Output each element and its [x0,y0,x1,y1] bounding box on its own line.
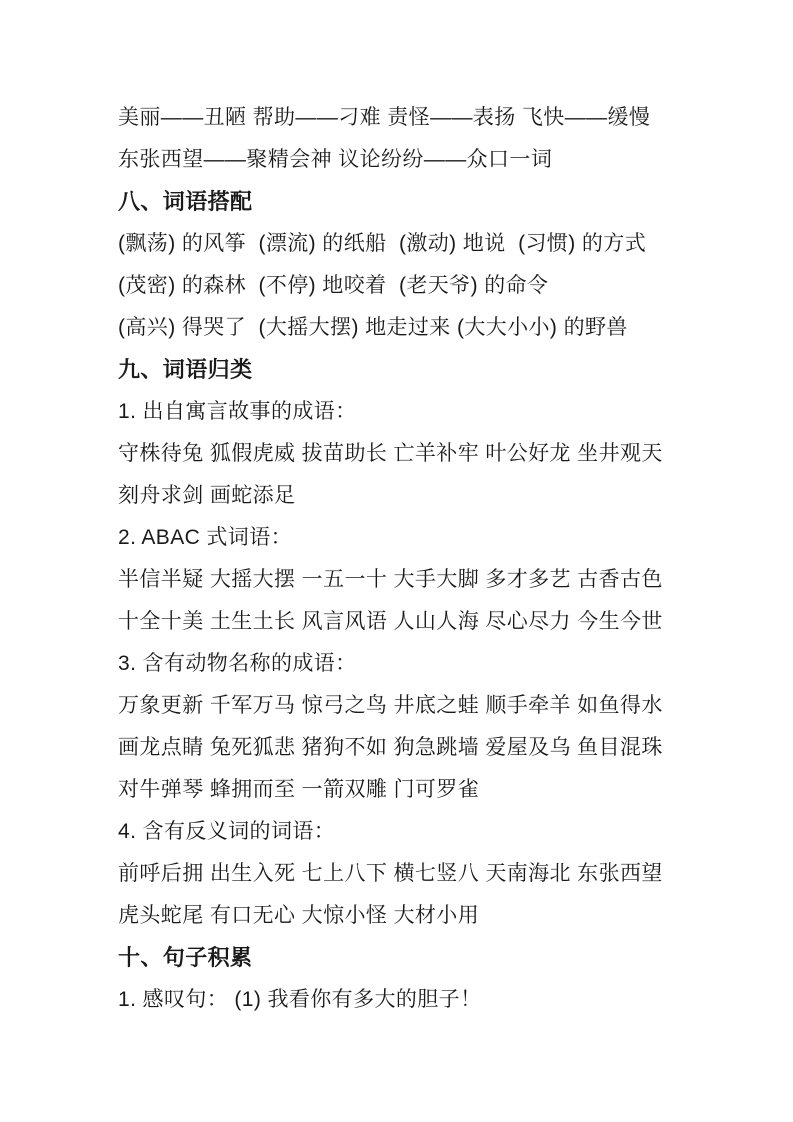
text-line: 对牛弹琴 蜂拥而至 一箭双雕 门可罗雀 [118,778,480,801]
document-page [118,97,718,1021]
text-line: 半信半疑 大摇大摆 一五一十 大手大脚 多才多艺 古香古色 [118,568,663,591]
text-line: 万象更新 千军万马 惊弓之鸟 井底之蛙 顺手牵羊 如鱼得水 [118,694,663,717]
section-heading: 九、词语归类 [118,357,253,382]
section-heading: 十、句子积累 [118,945,253,970]
text-line: 3. 含有动物名称的成语： [118,652,357,675]
text-line: 4. 含有反义词的词语： [118,820,336,843]
text-line: 守株待兔 狐假虎威 拔苗助长 亡羊补牢 叶公好龙 坐井观天 [118,442,663,465]
document-body [118,97,718,1021]
text-line: 十全十美 土生土长 风言风语 人山人海 尽心尽力 今生今世 [118,610,663,633]
section-heading: 八、词语搭配 [118,189,253,214]
text-line: (高兴) 得哭了 (大摇大摆) 地走过来 (大大小小) 的野兽 [118,316,628,339]
text-line: (茂密) 的森林 (不停) 地咬着 (老天爷) 的命令 [118,274,549,297]
text-line: 东张西望——聚精会神 议论纷纷——众口一词 [118,148,553,171]
text-line: (飘荡) 的风筝 (漂流) 的纸船 (激动) 地说 (习惯) 的方式 [118,232,647,255]
text-line: 画龙点睛 兔死狐悲 猪狗不如 狗急跳墙 爱屋及乌 鱼目混珠 [118,736,663,759]
text-line: 2. ABAC 式词语： [118,526,293,549]
text-line: 1. 出自寓言故事的成语： [118,400,357,423]
text-line: 美丽——丑陋 帮助——刁难 责怪——表扬 飞快——缓慢 [118,106,651,129]
text-line: 刻舟求剑 画蛇添足 [118,484,296,507]
text-line: 前呼后拥 出生入死 七上八下 横七竖八 天南海北 东张西望 [118,862,663,885]
text-line: 虎头蛇尾 有口无心 大惊小怪 大材小用 [118,904,480,927]
text-line: 1. 感叹句： (1) 我看你有多大的胆子！ [118,988,482,1011]
